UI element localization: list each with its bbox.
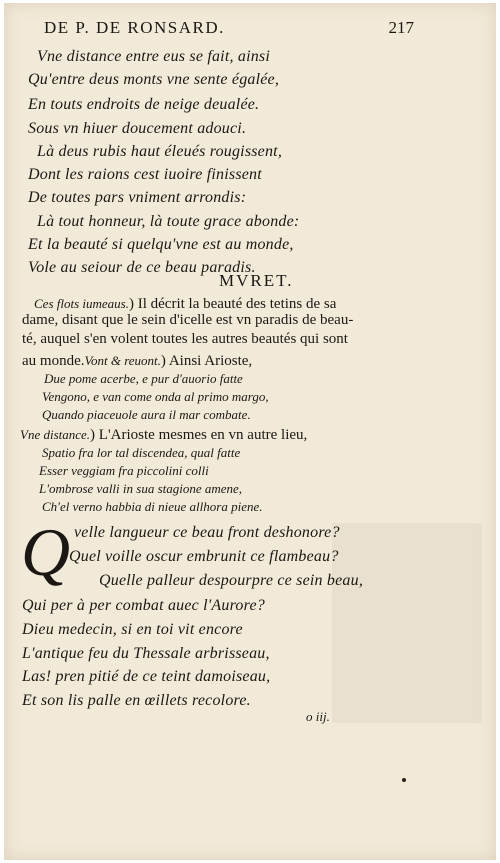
commentary-text: au monde. [22, 353, 85, 369]
verse-line: Quel voille oscur embrunit ce flambeau? [69, 548, 339, 565]
italian-quote-line: Esser veggiam fra piccolini colli [39, 463, 209, 478]
verse-line: Là tout honneur, là toute grace abonde: [37, 213, 300, 230]
verse-line: Sous vn hiuer doucement adouci. [28, 120, 247, 137]
commentary-line: dame, disant que le sein d'icelle est vn paradis de beau- [22, 312, 354, 328]
verse-line: En touts endroits de neige deualée. [28, 96, 260, 113]
italian-quote-line: Quando piaceuole aura il mar combate. [42, 407, 251, 422]
verse-line: Là deus rubis haut éleués rougissent, [37, 143, 283, 160]
italian-quote-line: Ch'el verno habbia di nieue allhora piene. [42, 499, 263, 514]
italian-quote-line: Due pome acerbe, e pur d'auorio fatte [44, 371, 243, 386]
italian-quote-line: Vengono, e van come onda al primo margo, [42, 389, 269, 404]
lemma: Vont & reuont. [84, 353, 161, 368]
verse-line: Dont les raions cest iuoire finissent [28, 166, 262, 183]
verse-line: Et son lis palle en œillets recolore. [22, 692, 251, 709]
drop-cap-letter: Q [21, 514, 71, 590]
italian-quote-line: Spatio fra lor tal discendea, qual fatte [42, 445, 241, 460]
verse-line: Vne distance entre eus se fait, ainsi [37, 48, 270, 65]
verse-line: Qui per à per combat auec l'Aurore? [22, 597, 265, 614]
commentary-line [34, 293, 336, 313]
verse-line: Et la beauté si quelqu'vne est au monde, [28, 236, 294, 253]
italian-quote-line: L'ombrose valli in sua stagione amene, [39, 481, 243, 496]
signature-mark: o iij. [306, 709, 330, 724]
verse-line: velle langueur ce beau front deshonore? [74, 524, 340, 541]
verse-line: L'antique feu du Thessale arbrisseau, [22, 645, 270, 662]
ink-speck [402, 778, 406, 782]
verse-line: Qu'entre deus monts vne sente égalée, [28, 71, 280, 88]
lemma: Ces flots iumeaus. [34, 296, 129, 311]
commentary-text: ) Ainsi Arioste, [160, 353, 253, 369]
book-page [4, 3, 496, 860]
commentary-line: té, auquel s'en volent toutes les autres beautés qui sont [22, 331, 348, 347]
bleed-through-shadow [332, 523, 482, 723]
running-header [44, 18, 414, 38]
verse-line: De toutes pars vniment arrondis: [28, 189, 247, 206]
commentary-heading: MVRET. [219, 271, 294, 290]
page-number: 217 [388, 18, 414, 37]
verse-line: Quelle palleur despourpre ce sein beau, [99, 572, 364, 589]
verse-line: Las! pren pitié de ce teint damoiseau, [22, 668, 271, 685]
commentary-line [22, 350, 252, 370]
running-title: DE P. DE RONSARD. [44, 18, 225, 37]
verse-line: Dieu medecin, si en toi vit encore [22, 621, 243, 638]
commentary-text: ) L'Arioste mesmes en vn autre lieu, [90, 427, 308, 443]
commentary-line [20, 424, 307, 444]
verse-line: Vole au seiour de ce beau paradis. [28, 259, 256, 276]
commentary-text: ) Il décrit la beauté des tetins de sa [128, 296, 337, 312]
lemma: Vne distance. [20, 427, 91, 442]
